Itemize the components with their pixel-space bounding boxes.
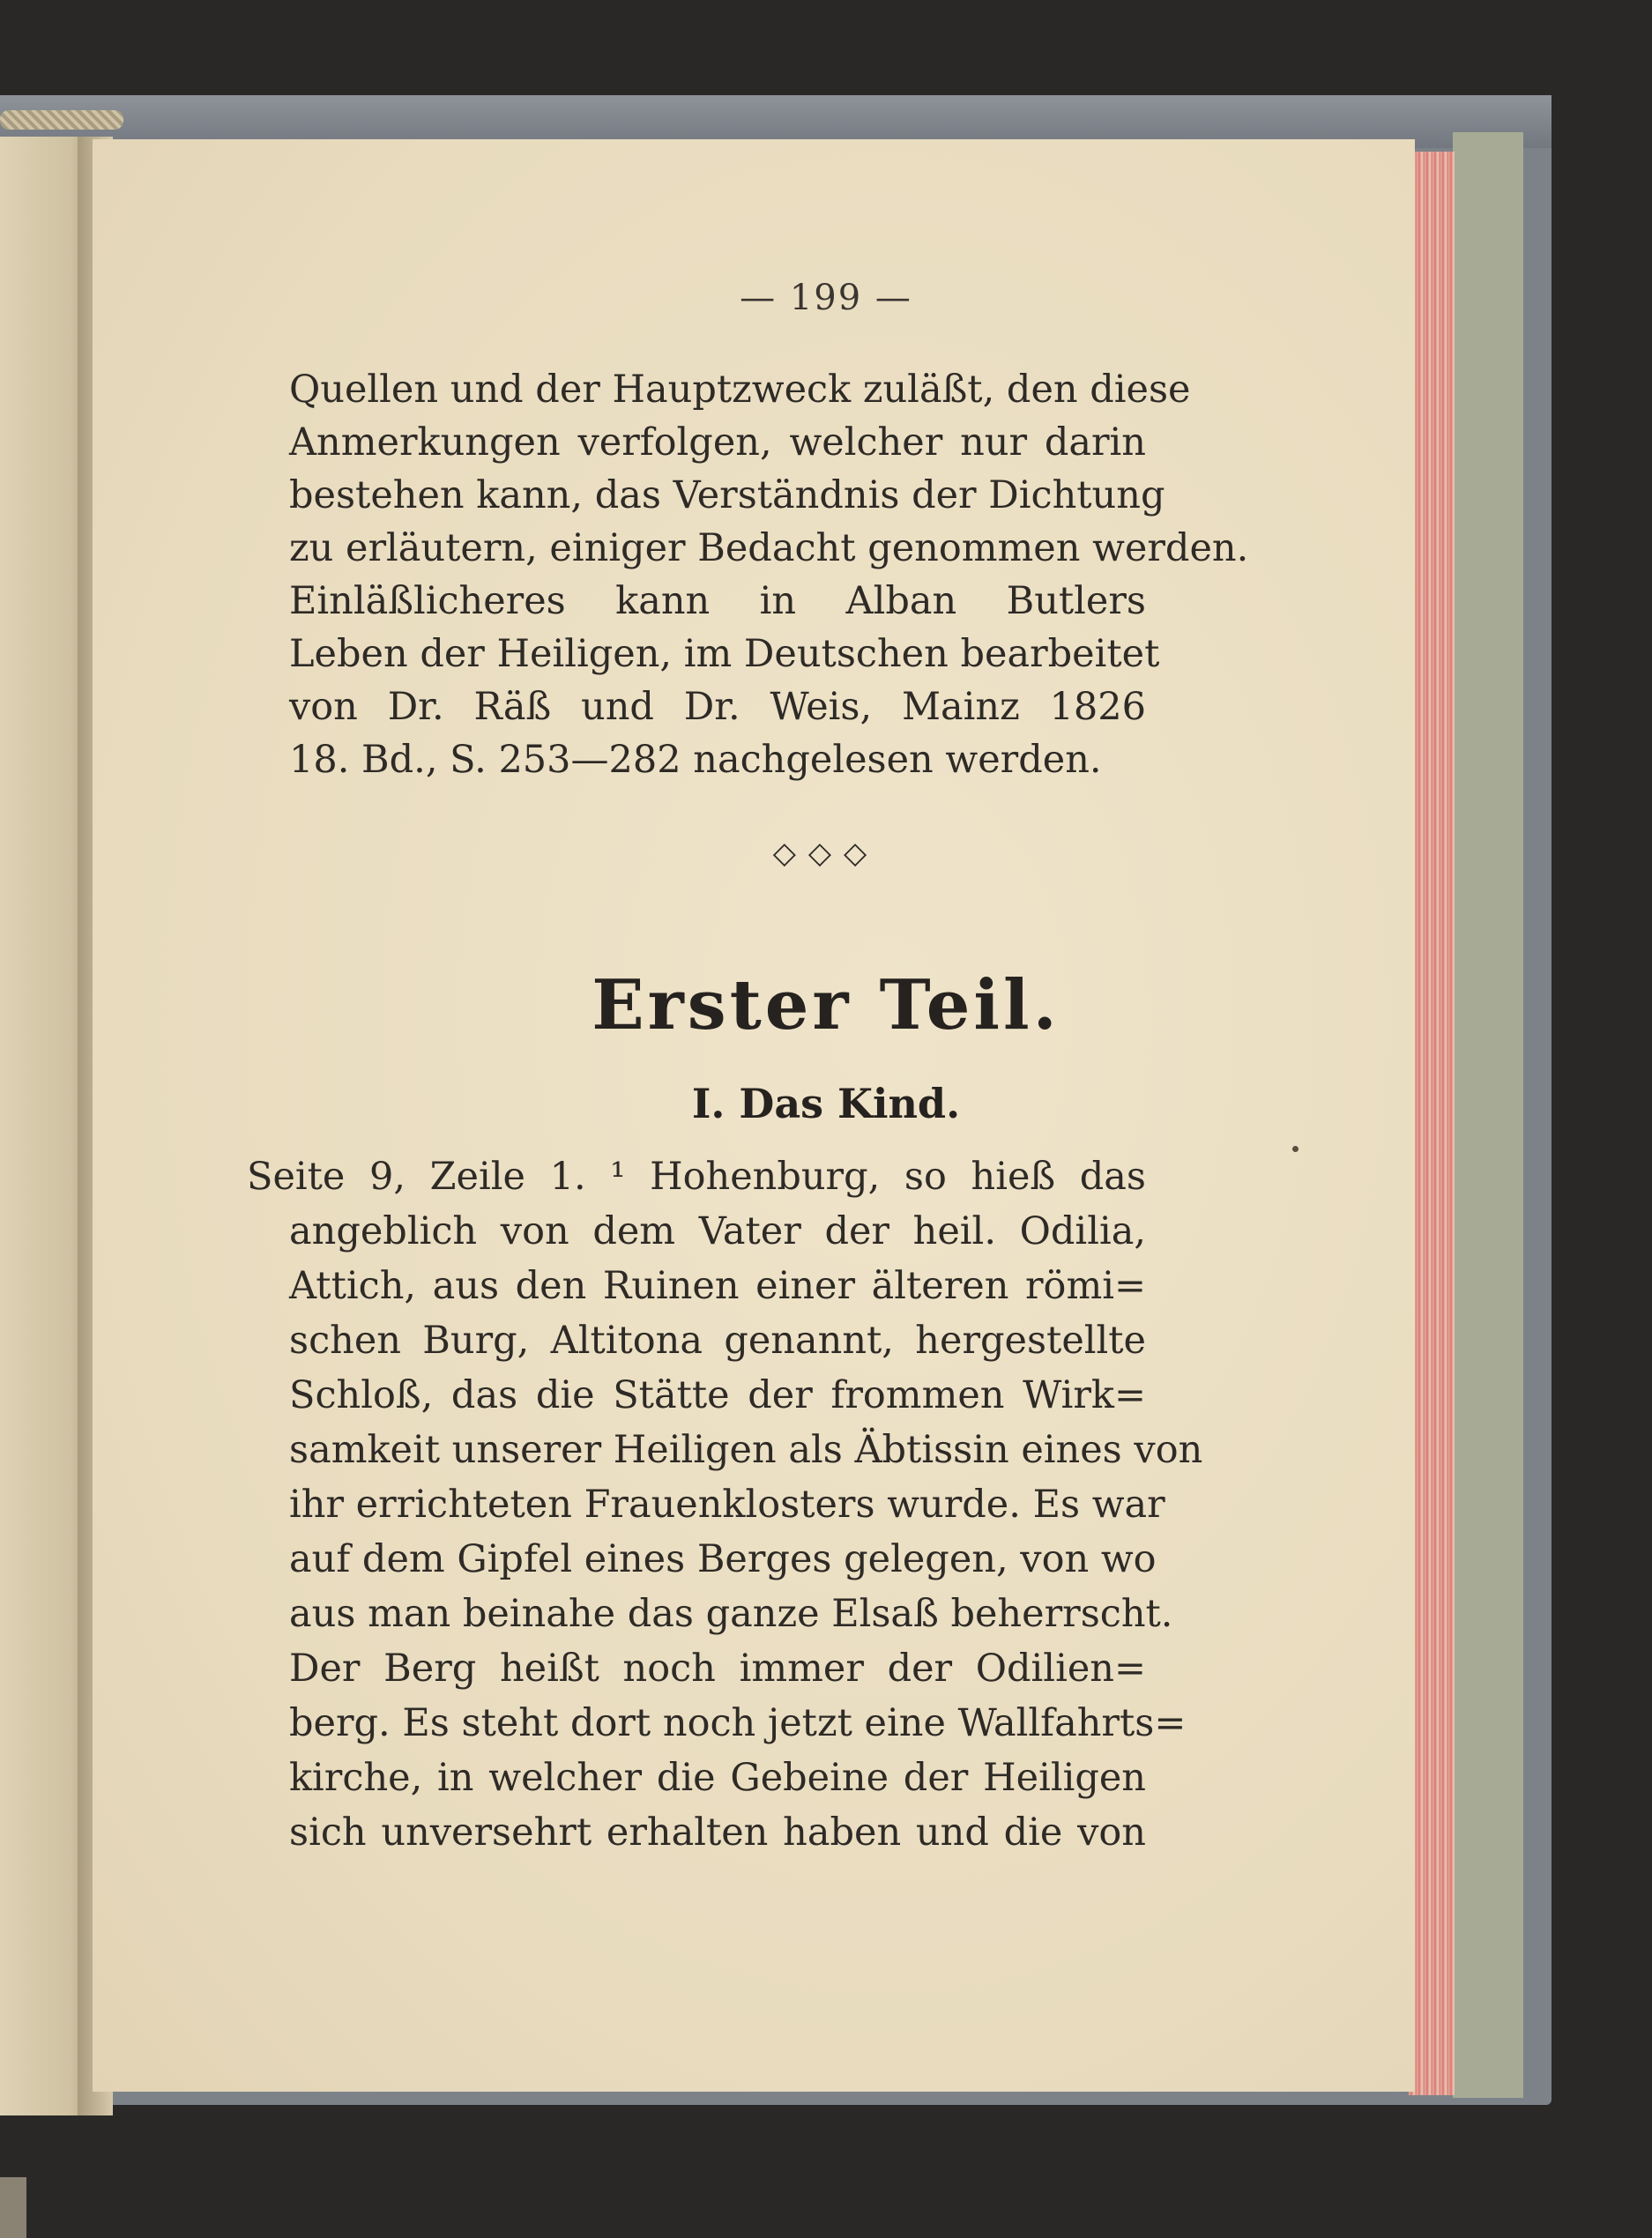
- text-line: Quellen und der Hauptzweck zuläßt, den diese: [289, 368, 1191, 412]
- note-line: angeblich von dem Vater der heil. Odilia,: [289, 1209, 1146, 1253]
- note-line: schen Burg, Altitona genannt, hergestellte: [289, 1319, 1146, 1363]
- note-line: aus man beinahe das ganze Elsaß beherrscht.: [289, 1592, 1173, 1636]
- note-line: kirche, in welcher die Gebeine der Heiligen: [289, 1756, 1146, 1800]
- part-title: Erster Teil.: [592, 965, 1060, 1045]
- text-line: 18. Bd., S. 253—282 nachgelesen werden.: [289, 738, 1102, 782]
- note-line: Der Berg heißt noch immer der Odilien=: [289, 1647, 1146, 1691]
- note-line: Schloß, das die Stätte der frommen Wirk=: [289, 1373, 1146, 1417]
- note-line: Attich, aus den Ruinen einer älteren römi=: [289, 1264, 1146, 1308]
- binding-cord-end: [0, 2177, 26, 2238]
- note-line: sich unversehrt erhalten haben und die von: [289, 1810, 1146, 1855]
- text-line: von Dr. Räß und Dr. Weis, Mainz 1826: [289, 685, 1146, 729]
- note-line: auf dem Gipfel eines Berges gelegen, von wo: [289, 1537, 1157, 1581]
- chapter-title: I. Das Kind.: [691, 1080, 961, 1127]
- note-line: berg. Es steht dort noch jetzt eine Wallfahrts=: [289, 1701, 1187, 1745]
- ink-speck: [1292, 1146, 1299, 1152]
- text-line: Anmerkungen verfolgen, welcher nur darin: [289, 420, 1146, 465]
- text-line: Einläßlicheres kann in Alban Butlers: [289, 579, 1146, 623]
- note-line: samkeit unserer Heiligen als Äbtissin eines von: [289, 1428, 1203, 1472]
- note-line: ihr errichteten Frauenklosters wurde. Es war: [289, 1483, 1165, 1527]
- page-number: — 199 —: [740, 278, 912, 318]
- note-line: Seite 9, Zeile 1. ¹ Hohenburg, so hieß das: [247, 1155, 1146, 1199]
- text-line: bestehen kann, das Verständnis der Dichtung: [289, 473, 1165, 517]
- text-line: zu erläutern, einiger Bedacht genommen werden.: [289, 526, 1249, 570]
- binding-cord: [0, 110, 123, 130]
- text-line: Leben der Heiligen, im Deutschen bearbeitet: [289, 632, 1160, 676]
- section-ornament: ◇◇◇: [772, 836, 880, 871]
